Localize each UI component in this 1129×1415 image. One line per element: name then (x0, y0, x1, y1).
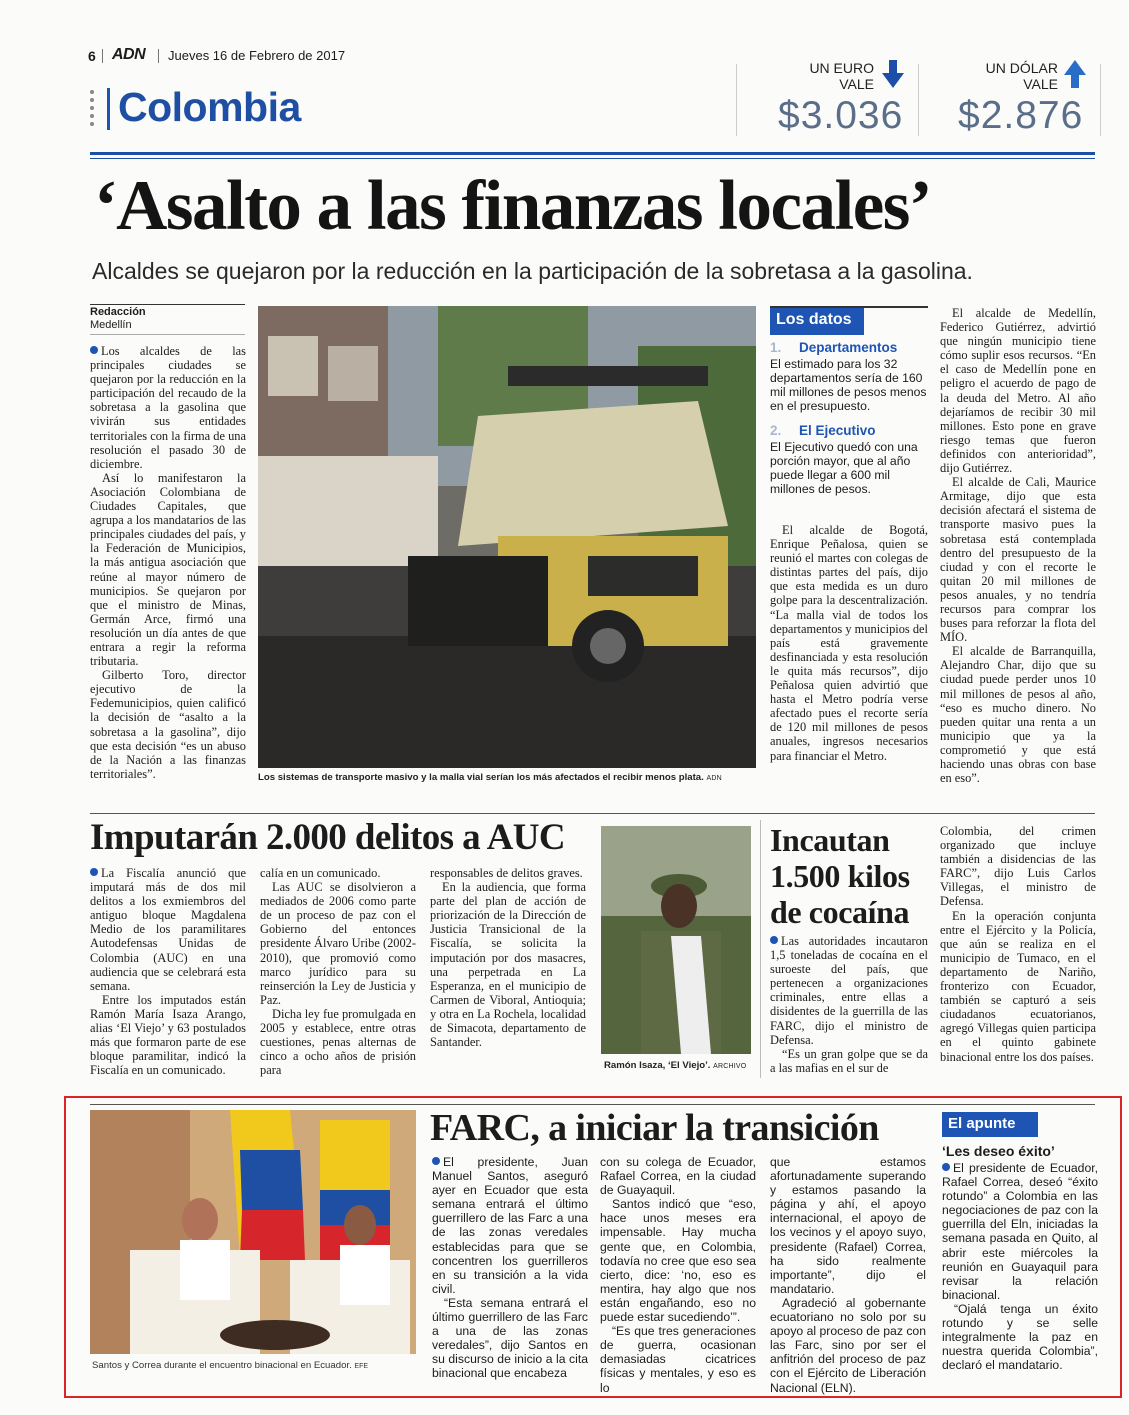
santos-correa-photo (90, 1110, 416, 1354)
auc-col-1 (90, 866, 246, 1077)
apunte-label: El apunte (942, 1112, 1038, 1137)
paragraph: “Es un gran golpe que se da a las mafias en el sur de (770, 1046, 928, 1075)
paragraph: “Es que tres generaciones de guerra, ocasionan demasiadas cicatrices físicas y mentales, y eso es lo (600, 1324, 756, 1395)
auc-col-3 (430, 866, 586, 1049)
byline (90, 306, 146, 332)
dollar-label-vale: VALE (1023, 76, 1058, 92)
farc-col-1 (432, 1155, 588, 1381)
page-number: 6 (88, 48, 96, 64)
farc-col-3 (770, 1155, 926, 1395)
euro-rate (760, 60, 910, 135)
farc-headline: FARC, a iniciar la transición (430, 1107, 879, 1149)
paragraph: con su colega de Ecuador, Rafael Correa, en la ciudad de Guayaquil. (600, 1155, 756, 1198)
main-subheadline: Alcaldes se quejaron por la reducción en la participación de la sobretasa a la gasolina. (92, 258, 973, 284)
cocaine-col-2 (940, 824, 1096, 1064)
paragraph: Santos indicó que “eso, hace unos meses era impensable. Hay mucha gente que, en Colombia, todavía no cree que eso sea cierto, dice: ‘no, eso es mentira, hay algo que nos están engañando, eso no puede estar sucediendo’”. (600, 1197, 756, 1325)
paragraph: El alcalde de Barranquilla, Alejandro Char, dijo que su ciudad puede perder unos 10 mil millones de pesos al año, “eso es mucho dinero. No pueden quitar una renta a un municipio que ya la comprometió y que está haciendo unas obras con base en eso”. (940, 644, 1096, 786)
paragraph: “Ojalá tenga un éxito rotundo y se selle integralmente la paz en nuestra querida Colombia”, declaró el mandatario. (942, 1301, 1098, 1373)
datos-item-text: El Ejecutivo quedó con una porción mayor, que al año puede llegar a 600 mil millones de pesos. (770, 440, 918, 496)
paragraph: que estamos afortunadamente superando y estamos pasando la página y ahí, el apoyo internacional, el apoyo de los vecinos y el apoyo suyo, presidente (Rafael) Correa, ha sido realmente importante”, dijo el mandatario. (770, 1155, 926, 1296)
main-photo-caption: Los sistemas de transporte masivo y la malla vial serían los más afectados el recibir menos plata. ADN (258, 772, 722, 783)
cocaine-headline: Incautan 1.500 kilos de cocaína (770, 822, 910, 930)
main-col-4 (940, 306, 1096, 785)
ramon-isaza-photo (601, 826, 751, 1054)
auc-headline: Imputarán 2.000 delitos a AUC (90, 817, 565, 858)
apunte-box (942, 1112, 1098, 1372)
ramon-photo-caption: Ramón Isaza, ‘El Viejo’. ARCHIVO (604, 1060, 747, 1071)
paragraph: La Fiscalía anunció que imputará más de dos mil delitos a los exmiembros del antiguo bloque Magdalena Medio de los paramilitares Autodefensas Unidas de Colombia (AUC) en una audiencia que se celebrará esta semana. (90, 866, 246, 993)
paragraph: responsables de delitos graves. (430, 866, 583, 880)
paragraph: Dicha ley fue promulgada en 2005 y establece, entre otras cuestiones, penas alternas de cinco a ocho años de prisión para (260, 1006, 416, 1078)
paragraph: Gilberto Toro, director ejecutivo de la Fedemunicipios, quien calificó la decisión de “asalto a la sobretasa a la gasolina”, dijo que esta decisión “es un abuso de la Nación a las finanzas territoriales”. (90, 668, 246, 781)
auc-col-2 (260, 866, 416, 1077)
dollar-rate (938, 60, 1098, 135)
apunte-title: ‘Les deseo éxito’ (942, 1143, 1055, 1159)
arrow-down-icon (882, 60, 904, 88)
main-col-1 (90, 344, 246, 781)
paving-machine-photo (258, 306, 756, 768)
paragraph: El presidente, Juan Manuel Santos, aseguró ayer en Ecuador que esta semana entrará el último guerrillero de las Farc a una de las zonas veredales establecidas para que se concentren los guerrilleros en su transición a la vida civil. (432, 1155, 588, 1296)
brand-logo: ADN (112, 46, 146, 63)
datos-item-text: El estimado para los 32 departamentos sería de 160 mil millones de pesos menos en el presupuesto. (770, 357, 927, 413)
main-headline: ‘Asalto a las finanzas locales’ (94, 167, 932, 245)
issue-date: Jueves 16 de Febrero de 2017 (168, 48, 346, 63)
paragraph: Las AUC se disolvieron a mediados de 2006 como parte de un proceso de paz con el Gobierno del entonces presidente Álvaro Uribe (2002-2010), que promovió como marco jurídico para su reinserción la Ley de Justicia y Paz. (260, 880, 416, 1007)
dollar-value: $2.876 (958, 94, 1084, 137)
datos-item-number: 1. (770, 340, 782, 355)
paragraph: Agradeció al gobernante ecuatoriano no solo por su apoyo al proceso de paz con las Farc, sino por ser el anfitrión del proceso de paz con el Ejército de Liberación Nacional (ELN). (770, 1295, 926, 1395)
datos-item-heading: El Ejecutivo (799, 423, 876, 438)
paragraph: calía en un comunicado. (260, 866, 381, 880)
datos-item-number: 2. (770, 423, 782, 438)
farc-col-2 (600, 1155, 756, 1395)
paragraph: El alcalde de Cali, Maurice Armitage, dijo que esta decisión afectará el sistema de transporte masivo pues la sobretasa está contemplada dentro del presupuesto de la ciudad y con el recorte le quitan 20 mil millones de pesos anuales, y no tendría recursos para comprar los buses para reforzar la flota del MÍO. (940, 475, 1096, 645)
paragraph: Las autoridades incautaron 1,5 toneladas de cocaína en el suroeste del país, que pertenecen a organizaciones criminales, entre ellas a disidentes de la guerrilla de las FARC, dijo el ministro de Defensa. (770, 934, 928, 1047)
euro-value: $3.036 (778, 94, 904, 137)
byline-author: Redacción (90, 306, 146, 318)
paragraph: “Esta semana entrará el último guerrillero de las Farc a una de las zonas veredales”, dijo Santos en su discurso de inicio a la cita binacional que encabeza (432, 1295, 588, 1381)
farc-photo-caption: Santos y Correa durante el encuentro binacional en Ecuador. EFE (92, 1360, 369, 1371)
main-col-3 (770, 523, 928, 763)
arrow-up-icon (1064, 60, 1086, 88)
cocaine-col-1 (770, 934, 928, 1075)
paragraph: Colombia, del crimen organizado que incluye también a disidencias de las FARC”, dijo Luis Carlos Villegas, el ministro de Defensa. (940, 824, 1096, 909)
paragraph: En la audiencia, que forma parte del plan de acción de priorización de la Dirección de Justicia Transicional de la Fiscalía, se solicita la imputación por dos masacres, una perpetrada en La Esperanza, en el municipio de Carmen de Viboral, Antioquia; y otra en La Rochela, localidad de Simacota, departamento de Santander. (430, 880, 586, 1050)
paragraph: Los alcaldes de las principales ciudades se quejaron por la reducción en la participación del recaudo de la sobretasa a la gasolina que vivirán sus entidades territoriales con la firma de una resolución el pasado 30 de diciembre. (90, 344, 246, 471)
byline-place: Medellín (90, 319, 132, 331)
paragraph: El presidente de Ecuador, Rafael Correa, deseó “éxito rotundo” a Colombia en las negociaciones de paz con la guerrilla del Eln, iniciadas la semana pasada en Quito, al abrir este miércoles la reunión en Guayaquil para revisar la relación binacional. (942, 1161, 1098, 1302)
paragraph: El alcalde de Bogotá, Enrique Peñalosa, quien se reunió el martes con colegas de distintas partes del país, dijo que esta medida es un duro golpe para la descentralización. “La malla vial de todos los departamentos y municipios del país está gravemente desfinanciada y esta resolución le quita más recursos”, dijo Peñalosa quien advirtió que hasta el Metro podría verse afectado pues el recorte sería de 120 mil millones de pesos anuales, ingresos necesarios para financiar el Metro. (770, 523, 928, 763)
datos-label: Los datos (770, 308, 864, 335)
section-title: Colombia (118, 84, 301, 130)
euro-label: UN EURO (809, 60, 874, 76)
paragraph: En la operación conjunta entre el Ejército y la Policía, que aún se realiza en el municipio de Tumaco, en el departamento de Nariño, fronterizo con Ecuador, también se capturó a seis ciudadanos ecuatorianos, agregó Villegas quien participa en el quinto gabinete binacional entre los dos países. (940, 908, 1096, 1064)
paragraph: El alcalde de Medellín, Federico Gutiérrez, advirtió que ningún municipio tiene cómo suplir esos recursos. “En el caso de Medellín pone en peligro el acuerdo de pago de la deuda del Metro. Al año dejaríamos de recibir 30 mil millones. Esto pone en grave riesgo temas que fueron definidos con anterioridad”, dijo Gutiérrez. (940, 306, 1096, 476)
section-marker (90, 90, 94, 130)
paragraph: Entre los imputados están Ramón María Isaza Arango, alias ‘El Viejo’ y 63 postulados más que formaron parte de ese bloque paramilitar, indicó la Fiscalía en un comunicado. (90, 992, 246, 1078)
dollar-label: UN DÓLAR (985, 60, 1058, 76)
datos-item-heading: Departamentos (799, 340, 898, 355)
paragraph: Así lo manifestaron la Asociación Colombiana de Ciudades Capitales, que agrupa a los mandatarios de las principales ciudades del país, y la Federación de Municipios, la más antigua asociación que reúne al mayor número de municipios. Se quejaron por que el ministro de Minas, Germán Arce, firmó una resolución un día antes de que entrara a regir la reforma tributaria. (90, 470, 246, 669)
euro-label-vale: VALE (839, 76, 874, 92)
